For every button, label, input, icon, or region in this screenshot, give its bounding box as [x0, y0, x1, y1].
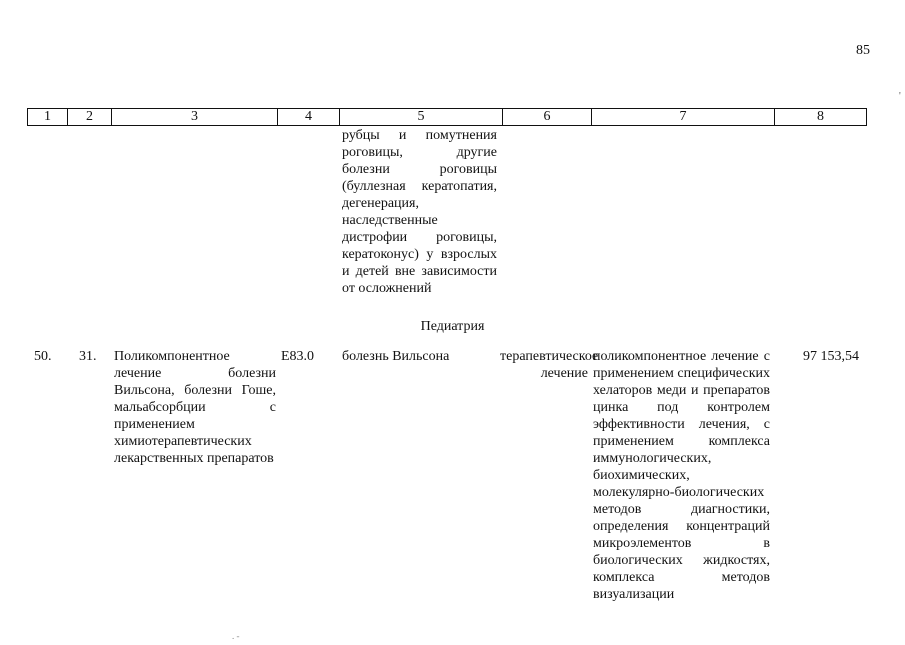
row-sub-number: 31. — [79, 349, 97, 364]
header-cell-6: 6 — [503, 109, 592, 125]
treatment-profile-name: Поликомпонентное лечение болезни Вильсона, болезни Гоше, мальабсорбции с применением химиотерапевтических лекарственных препаратов — [114, 349, 276, 466]
header-cell-5: 5 — [340, 109, 503, 125]
header-cell-2: 2 — [68, 109, 112, 125]
treatment-method: поликомпонентное лечение с применением специфических хелаторов меди и препаратов цинка под контролем эффективности лечения, с применением комплекса иммунологических, биохимических, молекулярно-биологических методов диагностики, определения концентраций микроэлементов в биологических жидкостях, комплекса методов визуализации — [593, 349, 770, 602]
header-cell-1: 1 — [28, 109, 68, 125]
header-cell-7: 7 — [592, 109, 775, 125]
header-cell-8: 8 — [817, 109, 824, 124]
row-number: 50. — [34, 349, 52, 364]
edge-mark: ' — [899, 91, 901, 102]
treatment-type: терапевтическое лечение — [500, 349, 599, 381]
header-cell-3: 3 — [112, 109, 278, 125]
continued-disease-description: рубцы и помутнения роговицы, другие болезни роговицы (буллезная кератопатия, дегенерация, наследственные дистрофии роговицы, кератоконус) у взрослых и детей вне зависимости от осложнений — [342, 128, 497, 296]
cost-value: 97 153,54 — [803, 349, 859, 364]
scan-artifact-mark: . - — [232, 631, 240, 641]
column-number-header-row — [27, 108, 867, 126]
icd-code: E83.0 — [281, 349, 315, 364]
section-title: Педиатрия — [420, 319, 485, 334]
disease-model: болезнь Вильсона — [342, 349, 450, 364]
header-cell-4: 4 — [278, 109, 340, 125]
page-number: 85 — [856, 43, 870, 58]
